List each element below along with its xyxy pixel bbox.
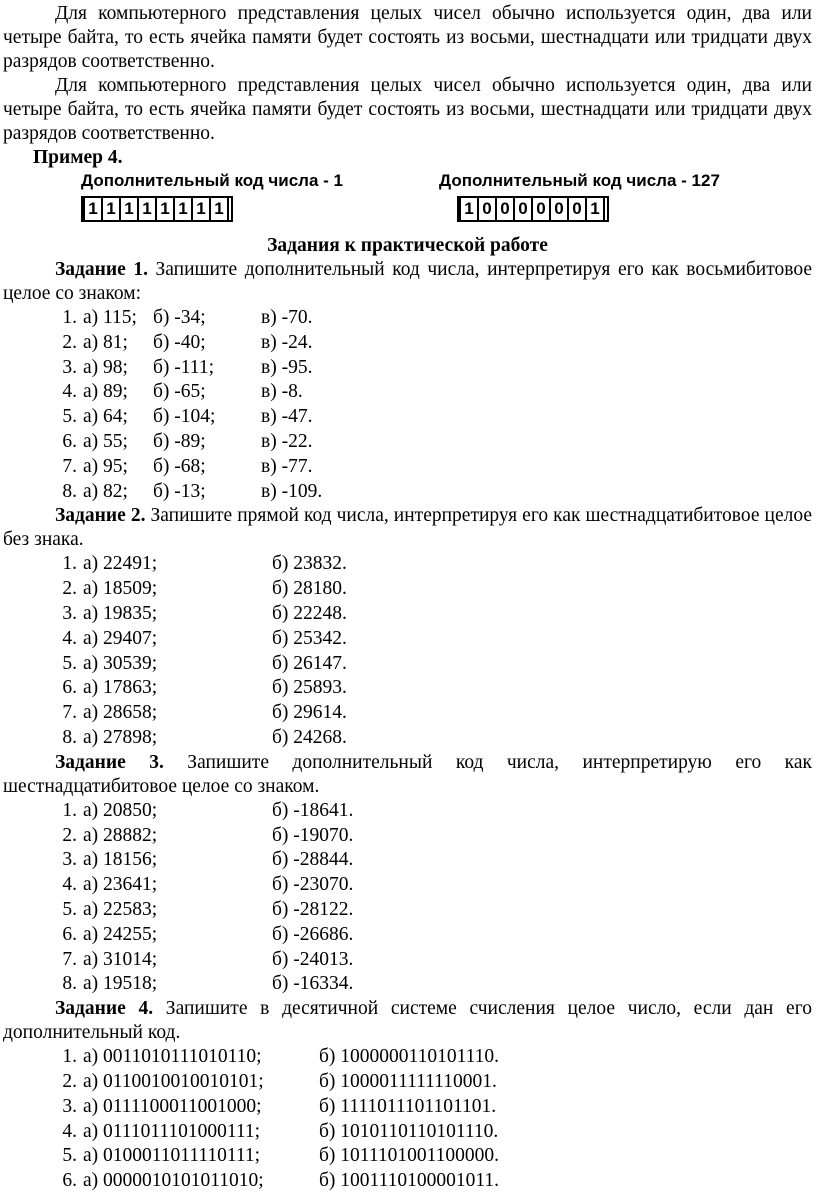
bit-cell: 0 <box>513 196 533 222</box>
list-item: 7. а) 28658; б) 29614. <box>62 702 347 724</box>
list-item: 2. а) 81; б) -40; в) -24. <box>62 331 313 353</box>
bit-cell: 1 <box>101 196 121 222</box>
intro-paragraph-2: Для компьютерного представления целых чисел обычно используется один, два или четыре байта, то есть ячейка памяти будет состоять из восьми, шестнадцати или тридцати двух разрядов соответственно. <box>3 75 812 144</box>
list-item: 3. а) 19835; б) 22248. <box>62 602 347 624</box>
bit-cell: 1 <box>137 196 157 222</box>
bit-cell: 0 <box>495 196 515 222</box>
bit-cell: 0 <box>531 196 551 222</box>
task1-label: Задание 1. <box>55 259 148 280</box>
intro-paragraph-1: Для компьютерного представления целых чисел обычно используется один, два или четыре байта, то есть ячейка памяти будет состоять из восьми, шестнадцати или тридцати двух разрядов соответственно. <box>3 3 812 72</box>
bit-cell: 1 <box>191 196 211 222</box>
task3-list <box>3 799 812 997</box>
bit-cell: 0 <box>477 196 497 222</box>
list-item: 5. а) 22583; б) -28122. <box>62 898 354 920</box>
list-item: 6. а) 0000010101011010; б) 1001110100001011. <box>62 1170 499 1192</box>
task2-statement <box>3 504 812 552</box>
example-right-label: Дополнительный код числа - 127 <box>439 171 720 190</box>
list-item: 7. а) 95; б) -68; в) -77. <box>62 455 313 477</box>
bit-cell: 1 <box>173 196 193 222</box>
bit-cell: 1 <box>585 196 605 222</box>
task4-list <box>3 1045 812 1194</box>
example-left <box>81 170 343 222</box>
list-item: 2. а) 0110010010010101; б) 1000011111110001. <box>62 1070 497 1092</box>
list-item: 1. а) 20850; б) -18641. <box>62 799 354 821</box>
list-item: 1. а) 22491; б) 23832. <box>62 553 347 575</box>
task4-statement <box>3 997 812 1045</box>
list-item: 4. а) 29407; б) 25342. <box>62 627 347 649</box>
bit-cell: 1 <box>155 196 175 222</box>
list-item: 8. а) 27898; б) 24268. <box>62 726 347 748</box>
list-item: 2. а) 28882; б) -19070. <box>62 824 354 846</box>
list-item: 1. а) 115; б) -34; в) -70. <box>62 307 313 328</box>
task3-text: Запишите дополнительный код числа, интерпретирую его как шестнадцатибитовое целое со знаком. <box>3 751 812 797</box>
task2-label: Задание 2. <box>55 505 146 527</box>
list-item: 6. а) 24255; б) -26686. <box>62 923 354 945</box>
bit-cell: 0 <box>549 196 569 222</box>
list-item: 3. а) 18156; б) -28844. <box>62 849 354 871</box>
example-right <box>439 170 720 222</box>
list-item: 3. а) 98; б) -111; в) -95. <box>62 356 313 378</box>
list-item: 3. а) 0111100011001000; б) 1111011101101101. <box>62 1095 497 1117</box>
bit-cell: 1 <box>83 196 103 222</box>
task2-text: Запишите прямой код числа, интерпретируя его как шестнадцатибитовое целое без знака. <box>3 505 812 551</box>
list-item: 6. а) 55; б) -89; в) -22. <box>62 430 313 452</box>
task1-list <box>3 306 812 504</box>
list-item: 2. а) 18509; б) 28180. <box>62 578 347 600</box>
bit-cell: 1 <box>119 196 139 222</box>
list-item: 5. а) 0100011011110111; б) 1011101001100000. <box>62 1145 499 1167</box>
bits-bracket-right <box>229 196 233 222</box>
list-item: 4. а) 0111011101000111; б) 1010110110101110. <box>62 1120 499 1142</box>
section-title: Задания к практической работе <box>267 235 548 256</box>
task4-text: Запишите в десятичной системе счисления целое число, если дан его дополнительный код. <box>3 998 812 1044</box>
list-item: 7. а) 31014; б) -24013. <box>62 948 354 970</box>
bit-cell: 1 <box>459 196 479 222</box>
example-title: Пример 4. <box>33 147 123 168</box>
list-item: 4. а) 89; б) -65; в) -8. <box>62 381 303 403</box>
task4-label: Задание 4. <box>55 998 154 1020</box>
example-right-bits <box>457 196 720 222</box>
list-item: 4. а) 23641; б) -23070. <box>62 874 354 896</box>
bits-bracket-right <box>605 196 609 222</box>
task1-text: Запишите дополнительный код числа, интерпретируя его как восьмибитовое целое со знаком: <box>3 259 812 304</box>
task3-statement <box>3 751 812 799</box>
example-left-bits <box>81 196 343 222</box>
bit-cell: 0 <box>567 196 587 222</box>
task2-list <box>3 552 812 750</box>
example-left-label: Дополнительный код числа - 1 <box>81 171 343 190</box>
example-figure <box>3 170 812 232</box>
list-item: 1. а) 0011010111010110; б) 1000000110101110. <box>62 1046 499 1068</box>
list-item: 8. а) 19518; б) -16334. <box>62 973 354 995</box>
task1-statement <box>3 258 812 306</box>
list-item: 5. а) 30539; б) 26147. <box>62 652 347 674</box>
list-item: 6. а) 17863; б) 25893. <box>62 677 347 699</box>
list-item: 5. а) 64; б) -104; в) -47. <box>62 406 313 428</box>
task3-label: Задание 3. <box>55 751 164 773</box>
list-item: 8. а) 82; б) -13; в) -109. <box>62 480 323 502</box>
bit-cell: 1 <box>209 196 229 222</box>
